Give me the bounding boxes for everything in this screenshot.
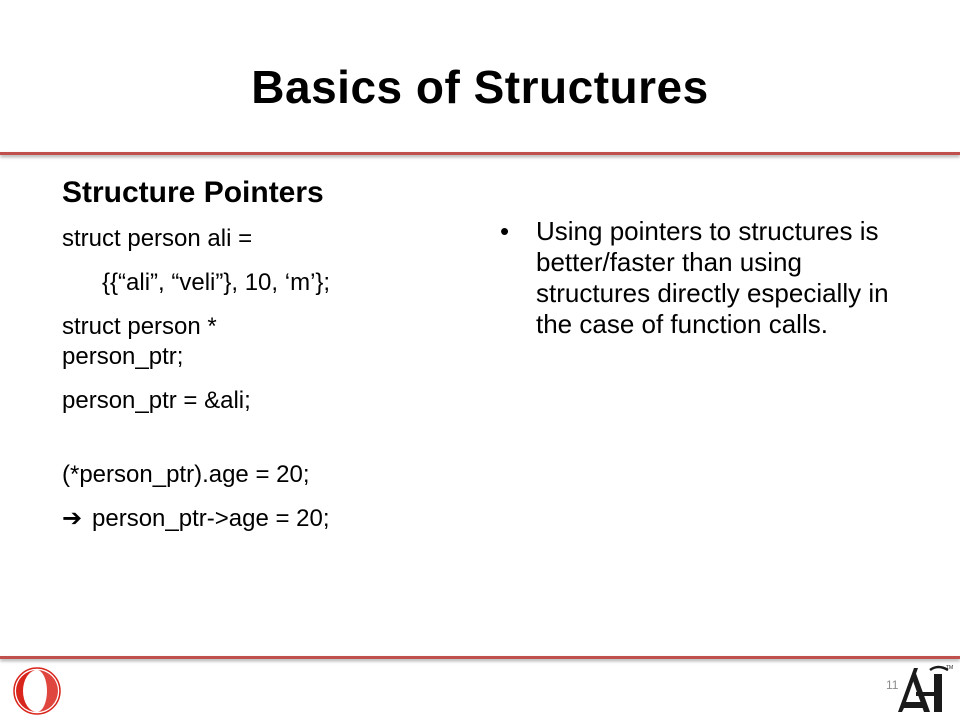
university-logo-icon bbox=[12, 666, 62, 716]
page-number: 11 bbox=[886, 678, 899, 692]
code-line-part: struct person * bbox=[62, 313, 217, 340]
ai-logo-icon bbox=[896, 662, 954, 714]
bullet-icon: • bbox=[500, 216, 510, 246]
code-line: (*person_ptr).age = 20; bbox=[62, 461, 310, 488]
code-line-text: person_ptr->age = 20; bbox=[92, 505, 330, 532]
bullet-item bbox=[496, 216, 906, 340]
code-column bbox=[62, 176, 462, 548]
top-divider bbox=[0, 152, 960, 155]
code-line-part: person_ptr; bbox=[62, 343, 184, 370]
code-line: {{“ali”, “veli”}, 10, ‘m’}; bbox=[102, 269, 331, 296]
slide-title: Basics of Structures bbox=[251, 61, 709, 113]
bullet-text: Using pointers to structures is better/faster than using structures directly especially in the case of function calls. bbox=[536, 216, 889, 339]
right-arrow-icon: ➔ bbox=[62, 505, 83, 532]
ai-logo-mark: TM bbox=[946, 665, 954, 671]
code-line: struct person ali = bbox=[62, 225, 253, 252]
section-heading: Structure Pointers bbox=[62, 176, 324, 209]
bottom-divider bbox=[0, 656, 960, 659]
code-line: person_ptr = &ali; bbox=[62, 387, 251, 414]
code-line bbox=[62, 312, 462, 372]
code-line-arrow bbox=[62, 504, 462, 534]
bullet-column bbox=[496, 216, 906, 340]
